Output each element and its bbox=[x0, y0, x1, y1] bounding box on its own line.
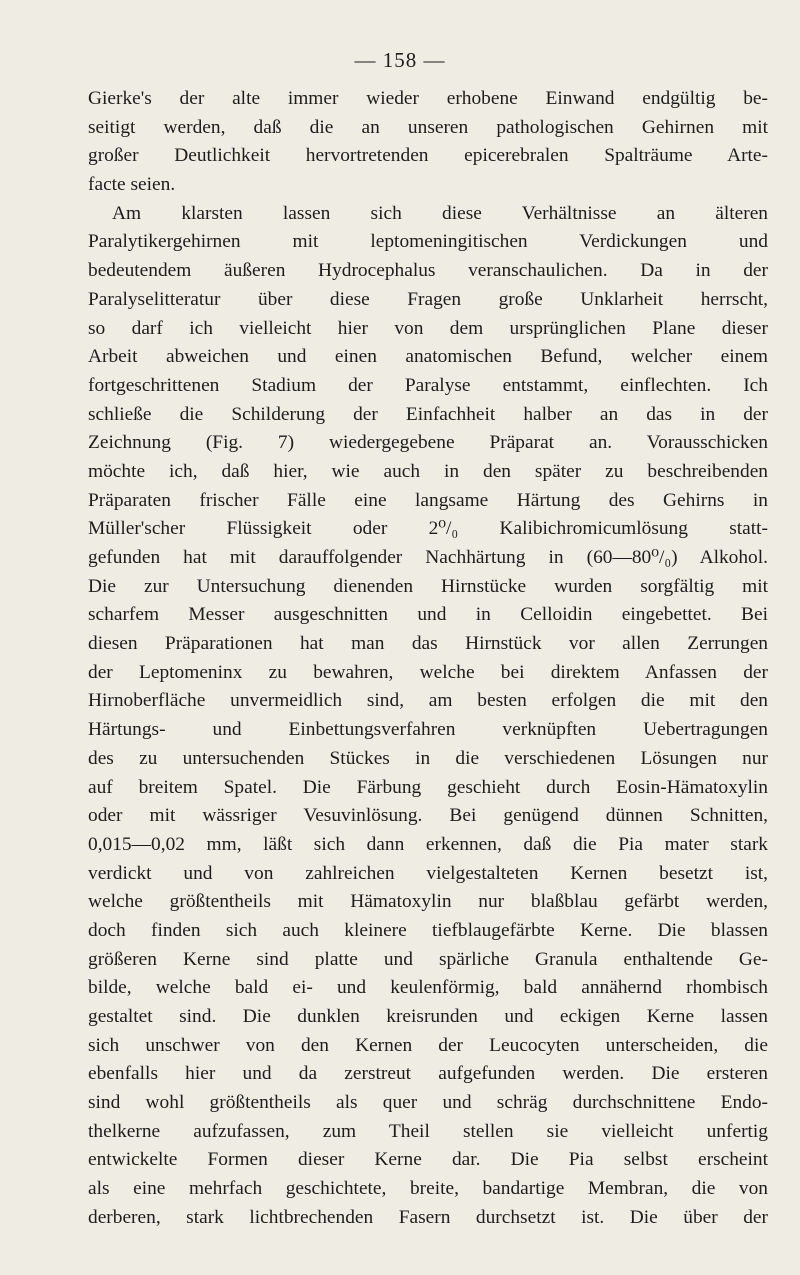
text-line: schließe die Schilderung der Einfachheit halber an das in der bbox=[88, 403, 768, 425]
text-line: Hirnoberfläche unvermeidlich sind, am besten erfolgen die mit den bbox=[88, 690, 768, 712]
text-line: Paralyselitteratur über diese Fragen große Unklarheit herrscht, bbox=[88, 288, 768, 310]
body-text bbox=[88, 85, 768, 1233]
text-line: facte seien. bbox=[88, 174, 176, 196]
text-line: Die zur Untersuchung dienenden Hirnstücke wurden sorgfältig mit bbox=[88, 575, 768, 597]
text-line: entwickelte Formen dieser Kerne dar. Die Pia selbst erscheint bbox=[88, 1149, 768, 1171]
text-line: Härtungs- und Einbettungsverfahren verknüpften Uebertragungen bbox=[88, 719, 768, 741]
text-line: fortgeschrittenen Stadium der Paralyse entstammt, einflechten. Ich bbox=[88, 374, 768, 396]
text-line: ebenfalls hier und da zerstreut aufgefunden werden. Die ersteren bbox=[88, 1063, 768, 1085]
text-line: welche größtentheils mit Hämatoxylin nur blaßblau gefärbt werden, bbox=[88, 891, 768, 913]
text-line: möchte ich, daß hier, wie auch in den später zu beschreibenden bbox=[88, 460, 768, 482]
text-line: scharfem Messer ausgeschnitten und in Celloidin eingebettet. Bei bbox=[88, 604, 768, 626]
text-line: bedeutendem äußeren Hydrocephalus veranschaulichen. Da in der bbox=[88, 260, 768, 282]
text-line: Arbeit abweichen und einen anatomischen Befund, welcher einem bbox=[88, 346, 768, 368]
page-number: — 158 — bbox=[354, 48, 446, 72]
text-line: seitigt werden, daß die an unseren pathologischen Gehirnen mit bbox=[88, 116, 768, 138]
text-line: der Leptomeninx zu bewahren, welche bei direktem Anfassen der bbox=[88, 661, 768, 683]
text-line: gefunden hat mit darauffolgender Nachhärtung in (60—80⁰/₀) Alkohol. bbox=[88, 547, 768, 568]
text-line: des zu untersuchenden Stückes in die verschiedenen Lösungen nur bbox=[88, 747, 768, 769]
text-line: als eine mehrfach geschichtete, breite, bandartige Membran, die von bbox=[88, 1178, 768, 1200]
text-line: so darf ich vielleicht hier von dem ursprünglichen Plane dieser bbox=[88, 317, 768, 339]
text-line: derberen, stark lichtbrechenden Fasern durchsetzt ist. Die über der bbox=[88, 1206, 768, 1228]
text-line: großer Deutlichkeit hervortretenden epicerebralen Spalträume Arte- bbox=[88, 145, 768, 167]
text-line: auf breitem Spatel. Die Färbung geschieht durch Eosin-Hämatoxylin bbox=[88, 776, 768, 798]
text-line: thelkerne aufzufassen, zum Theil stellen sie vielleicht unfertig bbox=[88, 1120, 768, 1142]
text-line: größeren Kerne sind platte und spärliche Granula enthaltende Ge- bbox=[88, 948, 768, 970]
text-line: Präparaten frischer Fälle eine langsame Härtung des Gehirns in bbox=[88, 489, 768, 511]
text-line: sind wohl größtentheils als quer und schräg durchschnittene Endo- bbox=[88, 1092, 768, 1114]
text-line: bilde, welche bald ei- und keulenförmig, bald annähernd rhombisch bbox=[88, 977, 768, 999]
text-line: Müller'scher Flüssigkeit oder 2⁰/₀ Kalibichromicumlösung statt- bbox=[88, 518, 768, 540]
text-line: verdickt und von zahlreichen vielgestalteten Kernen besetzt ist, bbox=[88, 862, 768, 884]
text-line: 0,015—0,02 mm, läßt sich dann erkennen, daß die Pia mater stark bbox=[88, 833, 768, 855]
text-line: Zeichnung (Fig. 7) wiedergegebene Präparat an. Vorausschicken bbox=[88, 432, 768, 454]
text-line: sich unschwer von den Kernen der Leucocyten unterscheiden, die bbox=[88, 1034, 768, 1056]
text-line: Am klarsten lassen sich diese Verhältnisse an älteren bbox=[112, 202, 768, 224]
text-line: doch finden sich auch kleinere tiefblaugefärbte Kerne. Die blassen bbox=[88, 919, 768, 941]
text-line: gestaltet sind. Die dunklen kreisrunden und eckigen Kerne lassen bbox=[88, 1006, 768, 1027]
text-line: Gierke's der alte immer wieder erhobene Einwand endgültig be- bbox=[88, 88, 768, 109]
text-line: diesen Präparationen hat man das Hirnstück vor allen Zerrungen bbox=[88, 633, 768, 655]
text-line: oder mit wässriger Vesuvinlösung. Bei genügend dünnen Schnitten, bbox=[88, 805, 768, 827]
text-line: Paralytikergehirnen mit leptomeningitischen Verdickungen und bbox=[88, 231, 768, 253]
